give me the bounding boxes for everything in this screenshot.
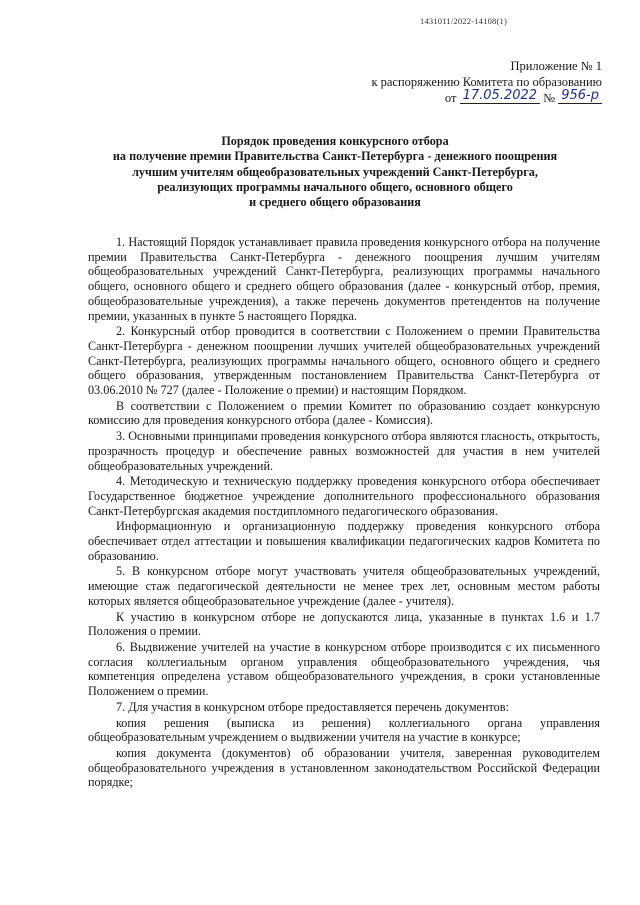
document-registration-number: 1431011/2022-14108(1) (420, 16, 507, 26)
paragraph-2-commission: В соответствии с Положением о премии Комитет по образованию создает конкурсную комиссию для проведения конкурсного отбора (далее - Комиссия). (88, 398, 600, 428)
appendix-date-number (371, 90, 602, 107)
paragraph-5: 5. В конкурсном отборе могут участвовать учителя общеобразовательных учреждений, имеющие стаж педагогической деятельности не менее трех лет, основным местом работы которых является общеобразовательное учреждение (далее - учителя). (88, 564, 600, 608)
appendix-title: Приложение № 1 (510, 59, 602, 73)
paragraph-7-item-education-doc: копия документа (документов) об образовании учителя, заверенная руководителем общеобразовательного учреждения в установленном законодательством Российской Федерации порядке; (88, 745, 600, 790)
title-line: на получение премии Правительства Санкт-Петербурга - денежного поощрения (112, 149, 558, 164)
title-line: Порядок проведения конкурсного отбора (221, 134, 449, 148)
paragraph-5-exclusions: К участию в конкурсном отборе не допускаются лица, указанные в пунктах 1.6 и 1.7 Положения о премии. (88, 609, 600, 639)
paragraph-4-info-support: Информационную и организационную поддержку проведения конкурсного отбора обеспечивает отдел аттестации и повышения квалификации педагогических кадров Комитета по образованию. (88, 519, 600, 563)
number-prefix: № (543, 91, 556, 105)
appendix-block (371, 58, 602, 107)
paragraph-6: 6. Выдвижение учителей на участие в конкурсном отборе производится с их письменного согласия коллегиальным органом управления общеобразовательного учреждения, чья компетенция определена уставом общеобразовательного учреждения, в сроки установленные Положением о премии. (88, 639, 600, 699)
paragraph-7-item-decision: копия решения (выписка из решения) коллегиального органа управления общеобразовательным учреждением о выдвижении учителя на участие в конкурсе; (88, 715, 600, 745)
document-title (70, 134, 600, 210)
date-prefix: от (444, 91, 457, 105)
paragraph-1: 1. Настоящий Порядок устанавливает правила проведения конкурсного отбора на получение премии Правительства Санкт-Петербурга - денежного поощрения лучшим учителям общеобразовательных учреждений Санкт-Петербурга, реализующих программы начального общего, основного общего и среднего общего образования (далее - конкурсный отбор, премия, общеобразовательные учреждения), а также перечень документов претендентов на получение премии, указанных в пункте 5 настоящего Порядка. (88, 235, 600, 323)
title-line: реализующих программы начального общего, основного общего (157, 179, 513, 194)
handwritten-number: 956-р (558, 88, 602, 104)
document-body (88, 235, 600, 791)
title-line: и среднего общего образования (249, 195, 421, 210)
title-line: лучшим учителям общеобразовательных учреждений Санкт-Петербурга, (132, 164, 538, 179)
handwritten-date: 17.05.2022 (460, 88, 540, 104)
paragraph-3: 3. Основными принципами проведения конкурсного отбора являются гласность, открытость, прозрачность процедур и обеспечение равных возможностей для участия в нем учителей общеобразовательных учреждений. (88, 429, 600, 473)
paragraph-4: 4. Методическую и техническую поддержку проведения конкурсного отбора обеспечивает Государственное бюджетное учреждение дополнительного профессионального образования Санкт-Петербургская академия постдипломного педагогического образования. (88, 474, 600, 518)
paragraph-2: 2. Конкурсный отбор проводится в соответствии с Положением о премии Правительства Санкт-Петербурга - денежном поощрении лучших учителей общеобразовательных учреждений Санкт-Петербурга, реализующих программы начального общего, основного общего и среднего общего образования, утвержденным постановлением Правительства Санкт-Петербурга от 03.06.2010 № 727 (далее - Положение о премии) и настоящим Порядком. (88, 324, 600, 398)
paragraph-7: 7. Для участия в конкурсном отборе предоставляется перечень документов: (116, 699, 509, 714)
appendix-reference: к распоряжению Комитета по образованию (371, 75, 602, 89)
